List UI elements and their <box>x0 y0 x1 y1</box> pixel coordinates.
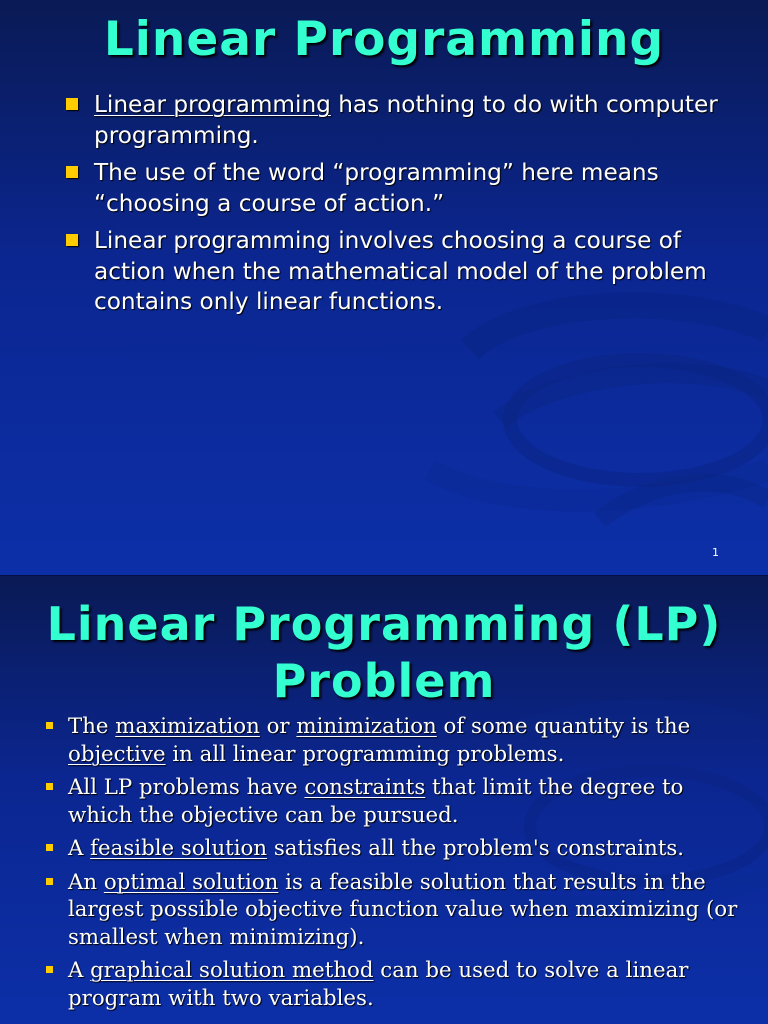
bullet-item <box>44 957 744 1012</box>
slide-title-line: Linear Programming (LP) <box>46 597 722 651</box>
bullet-list <box>64 90 744 325</box>
bullet-text: All LP problems have <box>68 775 305 800</box>
bullet-item <box>44 869 744 952</box>
slide-title: Linear Programming <box>103 12 665 67</box>
underlined-term: constraints <box>304 775 426 800</box>
bullet-item <box>44 835 744 863</box>
bullet-list <box>44 713 744 1018</box>
bullet-item <box>44 774 744 829</box>
bullet-text: A <box>68 958 91 983</box>
bullet-item <box>44 713 744 768</box>
underlined-term: maximization <box>115 714 260 739</box>
slide-title-line: Problem <box>272 654 496 708</box>
bullet-item: The use of the word “programming” here means “choosing a course of action.” <box>64 158 744 219</box>
underlined-term: Linear programming <box>94 91 331 118</box>
underlined-term: minimization <box>296 714 437 739</box>
underlined-term: feasible solution <box>90 836 268 861</box>
bullet-text: that limit the degree to which the objective can be pursued. <box>68 775 684 828</box>
bullet-text: satisfies all the problem's constraints. <box>267 836 685 861</box>
bullet-text: of some quantity is the <box>436 714 691 739</box>
bullet-text: is a feasible solution that results in the largest possible objective function value when maximizing (or smallest when minimizing). <box>68 869 738 950</box>
underlined-term: objective <box>68 741 166 767</box>
bullet-text: has nothing to do with computer programming. <box>94 91 718 149</box>
slide-number: 1 <box>712 546 719 559</box>
bullet-item <box>64 90 744 151</box>
underlined-term: graphical solution method <box>90 958 374 983</box>
underlined-term: optimal solution <box>103 869 279 895</box>
bullet-text: can be used to solve a linear program with two variables. <box>68 958 689 1011</box>
bullet-item: Linear programming involves choosing a course of action when the mathematical model of the problem contains only linear functions. <box>64 226 744 318</box>
bullet-text: or <box>259 714 297 739</box>
bullet-text: An <box>68 869 104 895</box>
bullet-text: in all linear programming problems. <box>165 741 565 767</box>
bullet-text: The <box>68 714 116 739</box>
slide-title <box>0 596 768 710</box>
bullet-text: A <box>68 836 91 861</box>
